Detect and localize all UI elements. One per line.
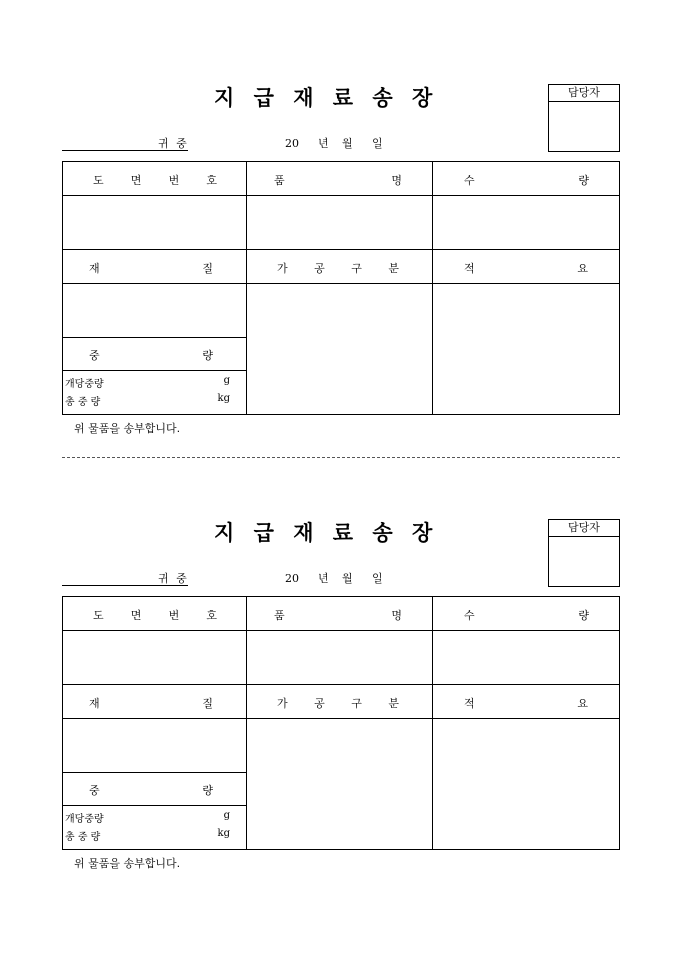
addressee-label: 귀 중 xyxy=(158,572,189,585)
process-field[interactable] xyxy=(247,719,432,849)
header-material: 재 질 xyxy=(89,262,213,275)
cut-line-divider xyxy=(62,457,620,458)
total-weight-unit: kg xyxy=(217,828,230,839)
form-title: 지 급 재 료 송 장 xyxy=(214,520,439,545)
unit-weight-unit: g xyxy=(223,810,230,821)
header-drawing-no: 도 면 번 호 xyxy=(93,174,217,187)
invoice-table xyxy=(62,161,620,415)
header-process: 가 공 구 분 xyxy=(277,262,399,275)
unit-weight-label: 개당중량 xyxy=(65,379,104,390)
drawing-no-field[interactable] xyxy=(63,631,246,684)
divider xyxy=(63,370,246,371)
date-year-unit: 년 xyxy=(318,572,329,585)
process-field[interactable] xyxy=(247,284,432,414)
header-item-name: 품 명 xyxy=(274,174,402,187)
remarks-field[interactable] xyxy=(433,719,619,849)
header-remarks: 적 요 xyxy=(464,697,588,710)
form-title: 지 급 재 료 송 장 xyxy=(214,85,439,110)
invoice-table xyxy=(62,596,620,850)
divider xyxy=(63,684,619,685)
total-weight-row[interactable] xyxy=(65,828,230,843)
send-note: 위 물품을 송부합니다. xyxy=(74,422,181,435)
date-year: 20 xyxy=(285,137,299,150)
date-day-unit: 일 xyxy=(372,137,383,150)
addressee-label: 귀 중 xyxy=(158,137,189,150)
stamp-label: 담당자 xyxy=(549,85,619,102)
material-field[interactable] xyxy=(63,719,246,772)
stamp-label: 담당자 xyxy=(549,520,619,537)
material-field[interactable] xyxy=(63,284,246,337)
total-weight-unit: kg xyxy=(217,393,230,404)
header-weight: 중 량 xyxy=(89,349,213,362)
unit-weight-row[interactable] xyxy=(65,375,230,390)
date-line[interactable] xyxy=(285,135,383,151)
date-day-unit: 일 xyxy=(372,572,383,585)
addressee-field[interactable] xyxy=(62,585,188,586)
date-year-unit: 년 xyxy=(318,137,329,150)
divider xyxy=(63,772,246,773)
drawing-no-field[interactable] xyxy=(63,196,246,249)
unit-weight-unit: g xyxy=(223,375,230,386)
header-quantity: 수 량 xyxy=(464,174,589,187)
divider xyxy=(63,249,619,250)
header-remarks: 적 요 xyxy=(464,262,588,275)
item-name-field[interactable] xyxy=(247,631,432,684)
date-month-unit: 월 xyxy=(342,137,353,150)
approval-stamp-box[interactable] xyxy=(548,519,620,587)
divider xyxy=(63,805,246,806)
send-note: 위 물품을 송부합니다. xyxy=(74,857,181,870)
total-weight-label: 총 중 량 xyxy=(65,397,101,408)
approval-stamp-box[interactable] xyxy=(548,84,620,152)
date-line[interactable] xyxy=(285,570,383,586)
item-name-field[interactable] xyxy=(247,196,432,249)
quantity-field[interactable] xyxy=(433,196,619,249)
total-weight-label: 총 중 량 xyxy=(65,832,101,843)
remarks-field[interactable] xyxy=(433,284,619,414)
date-year: 20 xyxy=(285,572,299,585)
addressee-field[interactable] xyxy=(62,150,188,151)
date-month-unit: 월 xyxy=(342,572,353,585)
header-process: 가 공 구 분 xyxy=(277,697,399,710)
header-drawing-no: 도 면 번 호 xyxy=(93,609,217,622)
divider xyxy=(63,337,246,338)
unit-weight-label: 개당중량 xyxy=(65,814,104,825)
total-weight-row[interactable] xyxy=(65,393,230,408)
unit-weight-row[interactable] xyxy=(65,810,230,825)
header-weight: 중 량 xyxy=(89,784,213,797)
quantity-field[interactable] xyxy=(433,631,619,684)
header-quantity: 수 량 xyxy=(464,609,589,622)
header-item-name: 품 명 xyxy=(274,609,402,622)
header-material: 재 질 xyxy=(89,697,213,710)
